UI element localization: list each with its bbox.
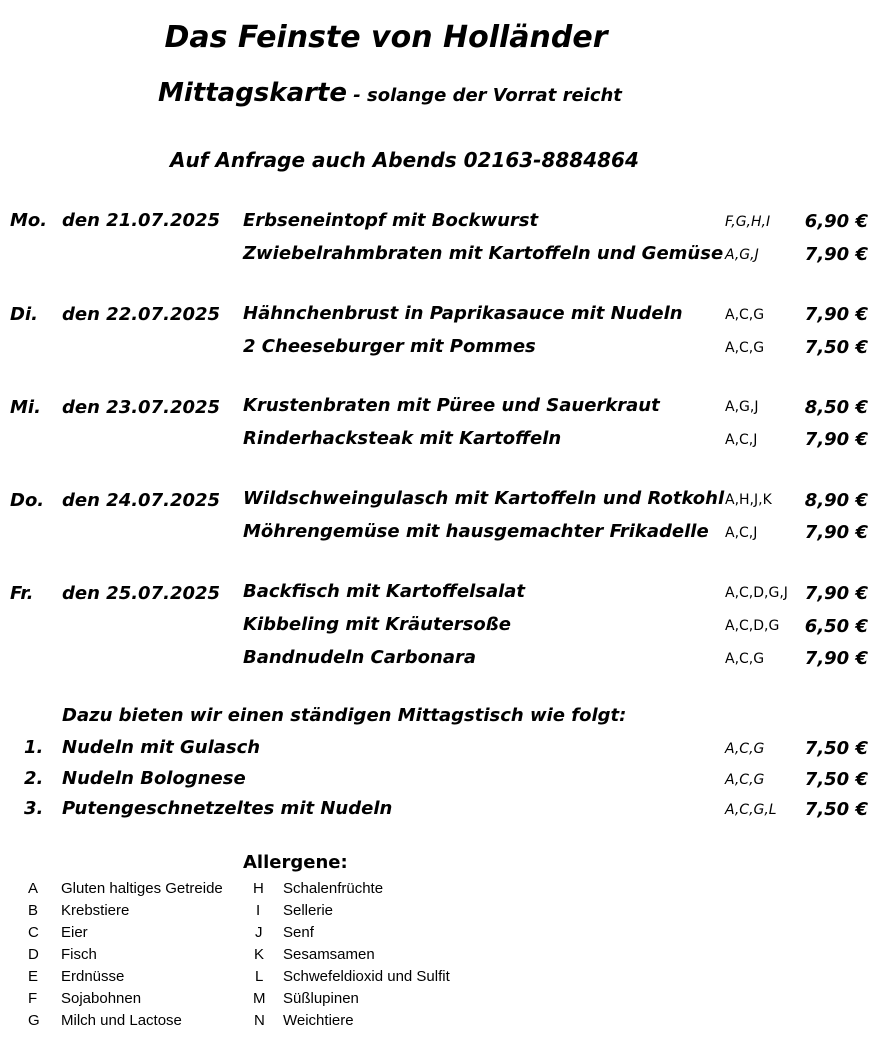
allergen-label: Sellerie	[283, 902, 334, 919]
dish-allergens: A,C,G	[725, 307, 765, 323]
menu-subtitle	[158, 78, 622, 108]
day-label: Fr.	[10, 583, 34, 604]
day-label: Di.	[10, 304, 38, 325]
dish-name: Wildschweingulasch mit Kartoffeln und Rotkohl	[243, 488, 725, 509]
dish-price: 6,90 €	[804, 211, 868, 232]
dish-name: 2 Cheeseburger mit Pommes	[243, 336, 536, 357]
day-date: den 25.07.2025	[62, 583, 221, 604]
allergen-code: J	[255, 924, 263, 941]
allergen-label: Senf	[283, 924, 314, 941]
allergen-code: K	[254, 946, 265, 963]
item-number: 2.	[24, 768, 44, 789]
evening-request-line: Auf Anfrage auch Abends 02163-8884864	[170, 148, 639, 172]
allergen-code: D	[28, 946, 39, 963]
dish-name: Bandnudeln Carbonara	[243, 647, 477, 668]
day-date: den 23.07.2025	[62, 397, 221, 418]
dish-price: 7,90 €	[804, 648, 868, 669]
allergen-code: F	[28, 990, 38, 1007]
dish-allergens: F,G,H,I	[725, 214, 771, 230]
dish-name: Putengeschnetzeltes mit Nudeln	[62, 798, 393, 819]
dish-price: 7,90 €	[804, 304, 868, 325]
dish-price: 7,50 €	[804, 738, 868, 759]
dish-price: 8,50 €	[804, 397, 868, 418]
allergen-label: Süßlupinen	[283, 990, 359, 1007]
dish-allergens: A,C,J	[725, 432, 758, 448]
allergen-code: A	[28, 880, 39, 897]
dish-name: Hähnchenbrust in Paprikasauce mit Nudeln	[243, 303, 683, 324]
dish-allergens: A,C,G	[725, 772, 765, 788]
allergen-code: B	[28, 902, 39, 919]
allergen-label: Sojabohnen	[61, 990, 142, 1007]
day-date: den 21.07.2025	[62, 210, 221, 231]
subtitle-main: Mittagskarte	[158, 78, 347, 108]
dish-price: 7,50 €	[804, 337, 868, 358]
allergen-code: N	[254, 1012, 265, 1029]
dish-name: Kibbeling mit Kräutersoße	[243, 614, 511, 635]
dish-allergens: A,C,D,G	[725, 618, 780, 634]
allergen-code: E	[28, 968, 39, 985]
allergen-label: Erdnüsse	[61, 968, 125, 985]
day-date: den 22.07.2025	[62, 304, 221, 325]
dish-name: Backfisch mit Kartoffelsalat	[243, 581, 526, 602]
allergen-code: G	[28, 1012, 40, 1029]
allergen-label: Weichtiere	[283, 1012, 354, 1029]
dish-allergens: A,G,J	[725, 399, 759, 415]
allergen-label: Gluten haltiges Getreide	[61, 880, 223, 897]
dish-allergens: A,C,G,L	[725, 802, 777, 818]
dish-price: 7,90 €	[804, 583, 868, 604]
dish-allergens: A,C,G	[725, 651, 765, 667]
allergen-legend-title: Allergene:	[243, 852, 348, 873]
allergen-label: Sesamsamen	[283, 946, 375, 963]
allergen-label: Schwefeldioxid und Sulfit	[283, 968, 450, 985]
dish-name: Nudeln mit Gulasch	[62, 737, 261, 758]
allergen-label: Fisch	[61, 946, 97, 963]
dish-price: 7,50 €	[804, 769, 868, 790]
dish-price: 7,90 €	[804, 244, 868, 265]
dish-price: 8,90 €	[804, 490, 868, 511]
dish-allergens: A,C,J	[725, 525, 758, 541]
dish-price: 7,90 €	[804, 522, 868, 543]
dish-allergens: A,H,J,K	[725, 492, 772, 508]
allergen-code: M	[253, 990, 266, 1007]
day-date: den 24.07.2025	[62, 490, 221, 511]
dish-allergens: A,C,G	[725, 340, 765, 356]
menu-title: Das Feinste von Holländer	[164, 20, 608, 55]
dish-allergens: A,C,D,G,J	[725, 585, 788, 601]
dish-name: Zwiebelrahmbraten mit Kartoffeln und Gemüse	[243, 243, 724, 264]
allergen-code: C	[28, 924, 39, 941]
allergen-label: Eier	[61, 924, 88, 941]
day-label: Do.	[10, 490, 45, 511]
item-number: 3.	[24, 798, 44, 819]
allergen-code: I	[256, 902, 261, 919]
dish-price: 6,50 €	[804, 616, 868, 637]
allergen-code: H	[253, 880, 264, 897]
standing-menu-intro: Dazu bieten wir einen ständigen Mittagstisch wie folgt:	[62, 705, 627, 726]
dish-allergens: A,G,J	[725, 247, 759, 263]
dish-price: 7,50 €	[804, 799, 868, 820]
item-number: 1.	[24, 737, 44, 758]
allergen-label: Krebstiere	[61, 902, 130, 919]
dish-name: Erbseneintopf mit Bockwurst	[243, 210, 539, 231]
dish-price: 7,90 €	[804, 429, 868, 450]
allergen-label: Schalenfrüchte	[283, 880, 384, 897]
day-label: Mi.	[10, 397, 41, 418]
subtitle-note: - solange der Vorrat reicht	[347, 85, 622, 106]
allergen-label: Milch und Lactose	[61, 1012, 182, 1029]
dish-name: Rinderhacksteak mit Kartoffeln	[243, 428, 562, 449]
allergen-code: L	[255, 968, 264, 985]
dish-allergens: A,C,G	[725, 741, 765, 757]
dish-name: Krustenbraten mit Püree und Sauerkraut	[243, 395, 660, 416]
day-label: Mo.	[10, 210, 48, 231]
dish-name: Möhrengemüse mit hausgemachter Frikadelle	[243, 521, 709, 542]
dish-name: Nudeln Bolognese	[62, 768, 246, 789]
